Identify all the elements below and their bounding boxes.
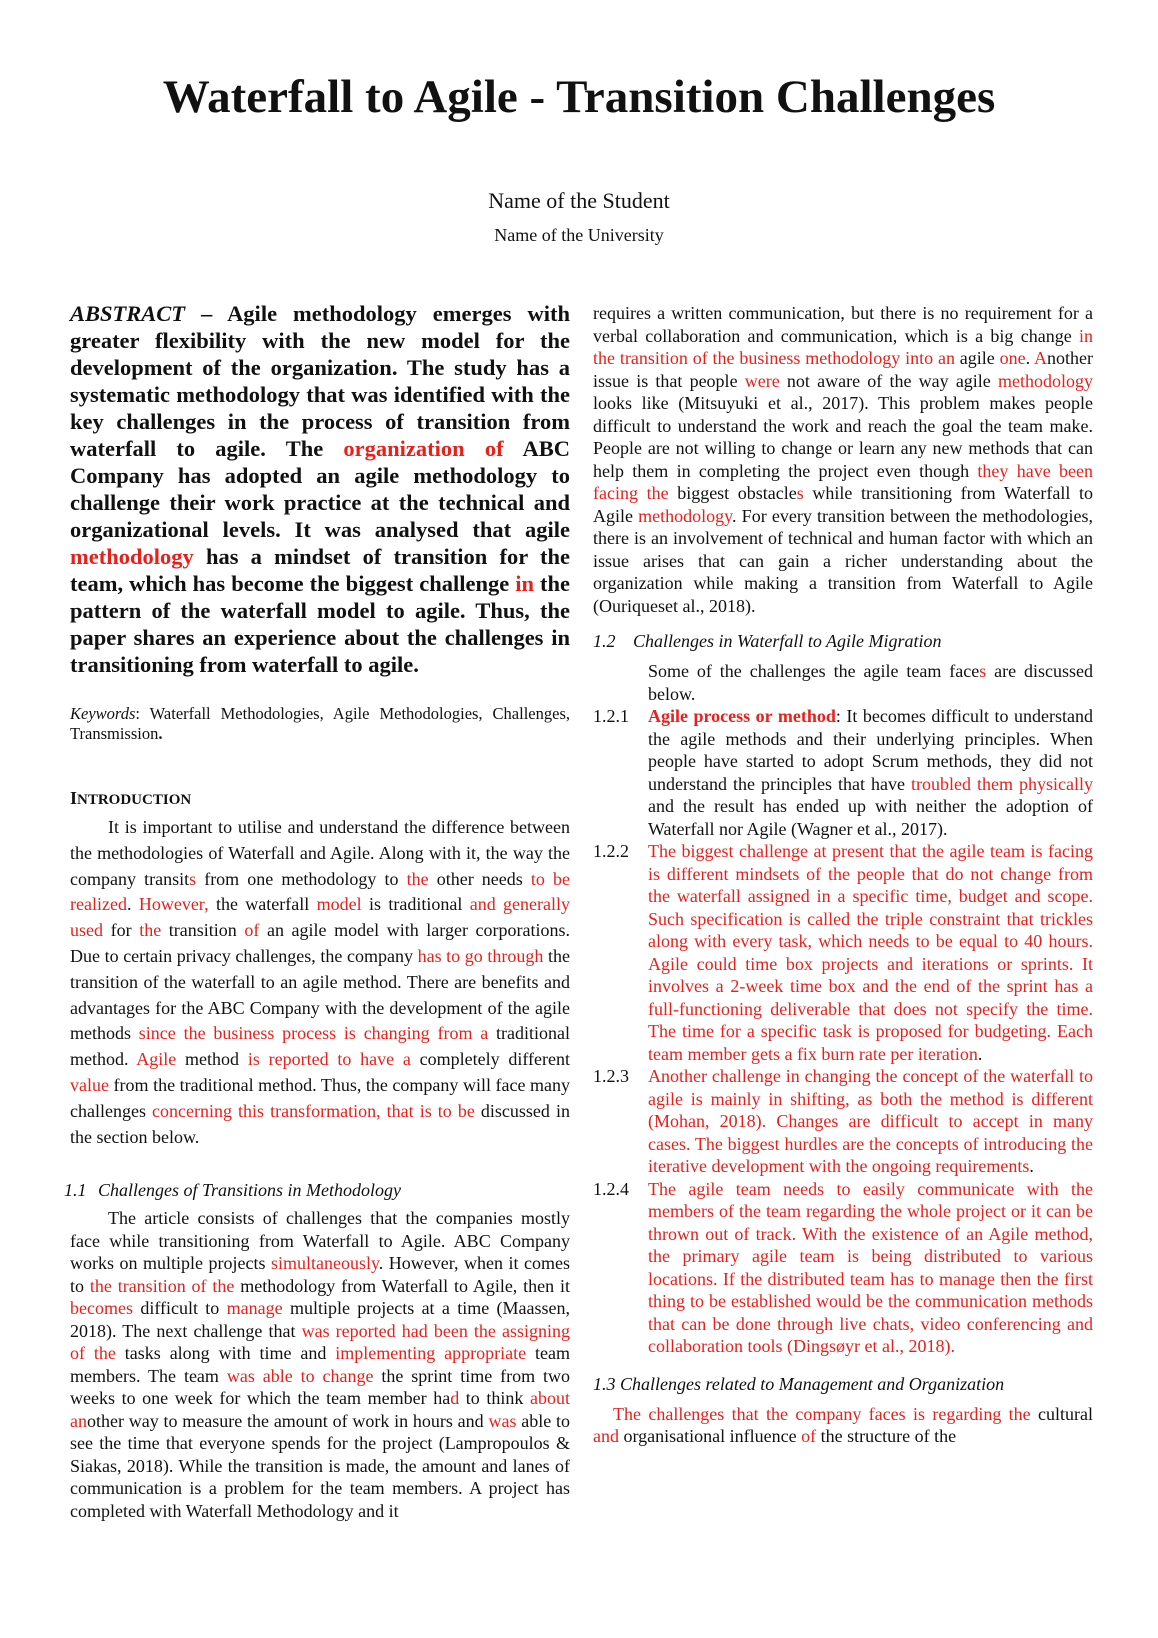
keywords-label: Keywords — [70, 704, 136, 723]
text-run: methodology — [638, 505, 732, 526]
section-number: 1.3 — [593, 1373, 616, 1394]
section-title: Challenges related to Management and Organization — [620, 1373, 1005, 1394]
text-run: transition — [161, 920, 245, 941]
text-run: . — [126, 894, 139, 915]
text-run: the structure of the — [816, 1426, 957, 1446]
text-run: the — [139, 920, 162, 941]
abstract-dash: – — [185, 301, 228, 326]
text-run: other needs — [428, 868, 531, 889]
text-run: Some of the challenges the agile team face — [648, 661, 980, 681]
keywords-text: : Waterfall Methodologies, Agile Methodologies, Challenges, Transmission — [70, 704, 570, 743]
text-run: were — [744, 370, 780, 391]
abstract-text: in — [515, 571, 534, 596]
abstract — [70, 300, 570, 678]
text-run: is traditional — [361, 894, 470, 915]
text-run: manage — [226, 1298, 283, 1319]
text-run: simultaneously — [270, 1253, 379, 1274]
text-run: and — [593, 1426, 619, 1446]
introduction-paragraph — [70, 815, 570, 1150]
text-run: to think — [459, 1388, 530, 1409]
keywords-end: . — [158, 724, 163, 743]
left-column — [64, 300, 571, 1522]
text-run: able to see the time that everyone spends for the project (Lampropoulos & Siakas, 2018). While the transition is made, the amount and lanes of communication is a problem for the team members. A project has completed with Waterfall Methodology and it — [70, 1410, 571, 1521]
list-item — [593, 705, 1093, 840]
text-run: . However, when it comes to — [70, 1253, 570, 1296]
paper-title: Waterfall to Agile - Transition Challenges — [162, 71, 996, 123]
text-run: looks like (Mitsuyuki et al., 2017). This problem makes people difficult to understand the work and reach the goal the team make. People are not willing to change or learn any new methods that can help them in completing the project even though — [593, 393, 1093, 481]
text-run: value — [70, 1074, 109, 1095]
section-1-2-heading — [593, 631, 1093, 652]
text-run: of — [801, 1426, 817, 1446]
text-run: methodology — [998, 370, 1093, 391]
text-run: cultural — [1030, 1403, 1093, 1424]
abstract-text: organization of — [343, 436, 504, 461]
text-run: The agile team needs to easily communicate with the members of the team regarding the whole project or it can be thrown out of track. With the existence of an Agile method, the primary agile team is being distributed to various locations. If the distributed team has to manage then the first thing to be established would be the communication methods that can be done through live chats, video conferencing and collaboration tools (Dingsøyr et al., 2018). — [648, 1178, 1093, 1356]
text-run: The biggest challenge at present that the agile team is facing is different mindsets of the people that do not change from the waterfall assigned in a specific time, budget and scope. Such specification is called the triple constraint that trickles along with every task, which needs to be equal to 40 hours. Agile could time box projects and iterations or sprints. It involves a 2-week time box and the end of the sprint has a full-functioning deliverable that does not specify the time. The time for a specific task is proposed for budgeting. Each team member gets a fix burn rate per iteration — [648, 841, 1093, 1064]
section-1-3-paragraph — [593, 1403, 1093, 1448]
heading-rest: NTRODUCTION — [77, 792, 192, 808]
text-run: It is important to utilise and understand the difference between the methodologies of Waterfall and Agile. Along with it, the way the company transit — [70, 817, 570, 889]
text-run: and the result has ended up with neither the adoption of Waterfall nor Agile (Wagner et al., 2017). — [648, 796, 1093, 839]
text-run: other way to measure the amount of work in hours and — [87, 1410, 489, 1431]
text-run: since the business process is changing from a — [138, 1023, 489, 1044]
item-number: 1.2.4 — [593, 1178, 629, 1199]
abstract-text: Agile methodology emerges with greater flexibility with the new model for the development of the organization. The study has a systematic methodology that was identified with the key challenges in the process of transition from waterfall to agile. The — [70, 301, 570, 461]
list-item — [593, 840, 1093, 1065]
text-run: The challenges that the company faces is regarding the — [613, 1403, 1031, 1424]
text-run: to be realized — [70, 868, 570, 915]
section-title: Challenges of Transitions in Methodology — [98, 1180, 402, 1201]
text-run: about an — [70, 1388, 570, 1431]
text-run: is reported to have a — [247, 1049, 411, 1070]
text-run: an agile model with larger corporations. Due to certain privacy challenges, the company — [70, 920, 571, 966]
text-run: in the transition of the business methodology into an — [593, 325, 1093, 368]
text-run: Another challenge in changing the concept of the waterfall to agile is mainly in shifting, as both the method is different (Mohan, 2018). Changes are difficult to accept in many cases. The biggest hurdles are the concepts of introducing the iterative development with the ongoing requirements — [648, 1066, 1093, 1176]
text-run: while transitioning from Waterfall to Agile — [593, 483, 1093, 526]
text-run: : It becomes difficult to understand the agile methods and their underlying principles. When people have started to adopt Scrum methods, they did not understand the principles that have — [648, 706, 1093, 794]
text-run: for — [103, 920, 140, 941]
text-run: method — [176, 1049, 248, 1070]
section-1-1-paragraph — [70, 1207, 570, 1522]
text-run: tasks along with time and — [115, 1343, 336, 1364]
text-run: biggest obstacle — [668, 483, 797, 503]
section-number: 1.2 — [593, 631, 616, 651]
abstract-text: methodology — [70, 544, 194, 569]
text-run: was — [488, 1410, 517, 1431]
text-run: was able to change — [226, 1365, 374, 1386]
text-run: are discussed below. — [648, 661, 1093, 704]
list-item — [593, 1178, 1093, 1358]
section-number: 1.1 — [64, 1180, 87, 1201]
text-run: implementing appropriate — [335, 1343, 527, 1364]
text-run: the — [406, 868, 429, 889]
text-run: . — [1029, 1156, 1034, 1176]
text-run: nother issue is that people — [593, 348, 1094, 391]
text-run: becomes — [70, 1298, 133, 1319]
item-number: 1.2.1 — [593, 706, 629, 726]
text-run: . — [977, 1043, 983, 1064]
text-run: requires a written communication, but there is no requirement for a verbal collaboration and communication, which is a big change — [593, 303, 1093, 346]
text-run: the transition of the waterfall to an agile method. There are benefits and advantages for the ABC Company with the development of the agile methods — [70, 945, 570, 1044]
text-run: traditional method. — [70, 1023, 570, 1070]
text-run: multiple projects at a time (Maassen, 2018). The next challenge that — [70, 1298, 570, 1341]
text-run: d — [450, 1388, 460, 1409]
text-run: agile — [954, 348, 1000, 368]
right-column — [593, 302, 1093, 1448]
text-run: difficult to — [132, 1298, 227, 1319]
text-run: the waterfall — [208, 894, 317, 915]
text-run: the sprint time from two weeks to one week for which the team member ha — [70, 1365, 570, 1409]
text-run: concerning this transformation, that is to be — [152, 1100, 475, 1121]
abstract-lead: ABSTRACT — [70, 301, 186, 326]
introduction-heading — [70, 788, 570, 809]
keywords — [70, 704, 570, 744]
item-number: 1.2.2 — [593, 841, 629, 861]
text-run: they have been facing the — [593, 460, 1093, 503]
section-1-3-heading — [593, 1374, 1093, 1395]
text-run: was reported had been the assigning of the — [70, 1320, 571, 1364]
text-run: A — [1034, 348, 1048, 368]
text-run: troubled them physically — [911, 773, 1093, 794]
text-run: s — [979, 661, 987, 681]
text-run: team members. The team — [70, 1343, 570, 1386]
abstract-text: has a mindset of transition for the team, which has become the biggest challenge — [70, 544, 570, 596]
text-run: organisational influence — [619, 1426, 802, 1446]
text-run: the transition of the — [89, 1275, 235, 1296]
item-bold-term: Agile process or method — [648, 706, 836, 726]
continued-paragraph — [593, 302, 1093, 617]
text-run: . — [1025, 348, 1035, 368]
text-run: s — [796, 483, 804, 503]
text-run: one — [999, 348, 1026, 368]
heading-initial: I — [70, 788, 78, 808]
university-name: Name of the University — [494, 225, 664, 245]
text-run: from the traditional method. Thus, the company will face many challenges — [70, 1074, 570, 1121]
author-name: Name of the Student — [488, 188, 670, 213]
item-number: 1.2.3 — [593, 1066, 629, 1086]
section-1-1-heading — [64, 1180, 570, 1201]
section-title: Challenges in Waterfall to Agile Migration — [633, 631, 942, 651]
text-run: methodology from Waterfall to Agile, then it — [234, 1275, 570, 1296]
text-run: discussed in the section below. — [70, 1100, 570, 1147]
text-run: . For every transition between the methodologies, there is an involvement of technical and human factor with which an issue arises that can gain a richer understanding about the organization while making a transition from Waterfall to Agile (Ouriqueset al., 2018). — [593, 505, 1093, 616]
text-run: model — [316, 894, 362, 915]
section-1-2-intro — [648, 660, 1093, 705]
text-run: not aware of the way agile — [779, 370, 998, 391]
text-run: completely different — [410, 1049, 571, 1070]
text-run: The article consists of challenges that the companies mostly face while transitioning from Waterfall to Agile. ABC Company works on multiple projects — [70, 1208, 570, 1274]
text-run: and generally used — [70, 894, 571, 941]
abstract-text: ABC Company has adopted an agile methodology to challenge their work practice at the technical and organizational levels. It was analysed that agile — [70, 436, 571, 542]
text-run: s — [189, 868, 197, 889]
list-item — [593, 1065, 1093, 1178]
text-run: has to go through — [417, 945, 544, 966]
text-run: Agile — [136, 1049, 177, 1070]
text-run: of — [244, 920, 260, 941]
text-run: However, — [138, 894, 209, 915]
text-run: from one methodology to — [196, 868, 407, 889]
abstract-text: the pattern of the waterfall model to agile. Thus, the paper shares an experience about the challenges in transitioning from waterfall to agile. — [70, 571, 570, 677]
